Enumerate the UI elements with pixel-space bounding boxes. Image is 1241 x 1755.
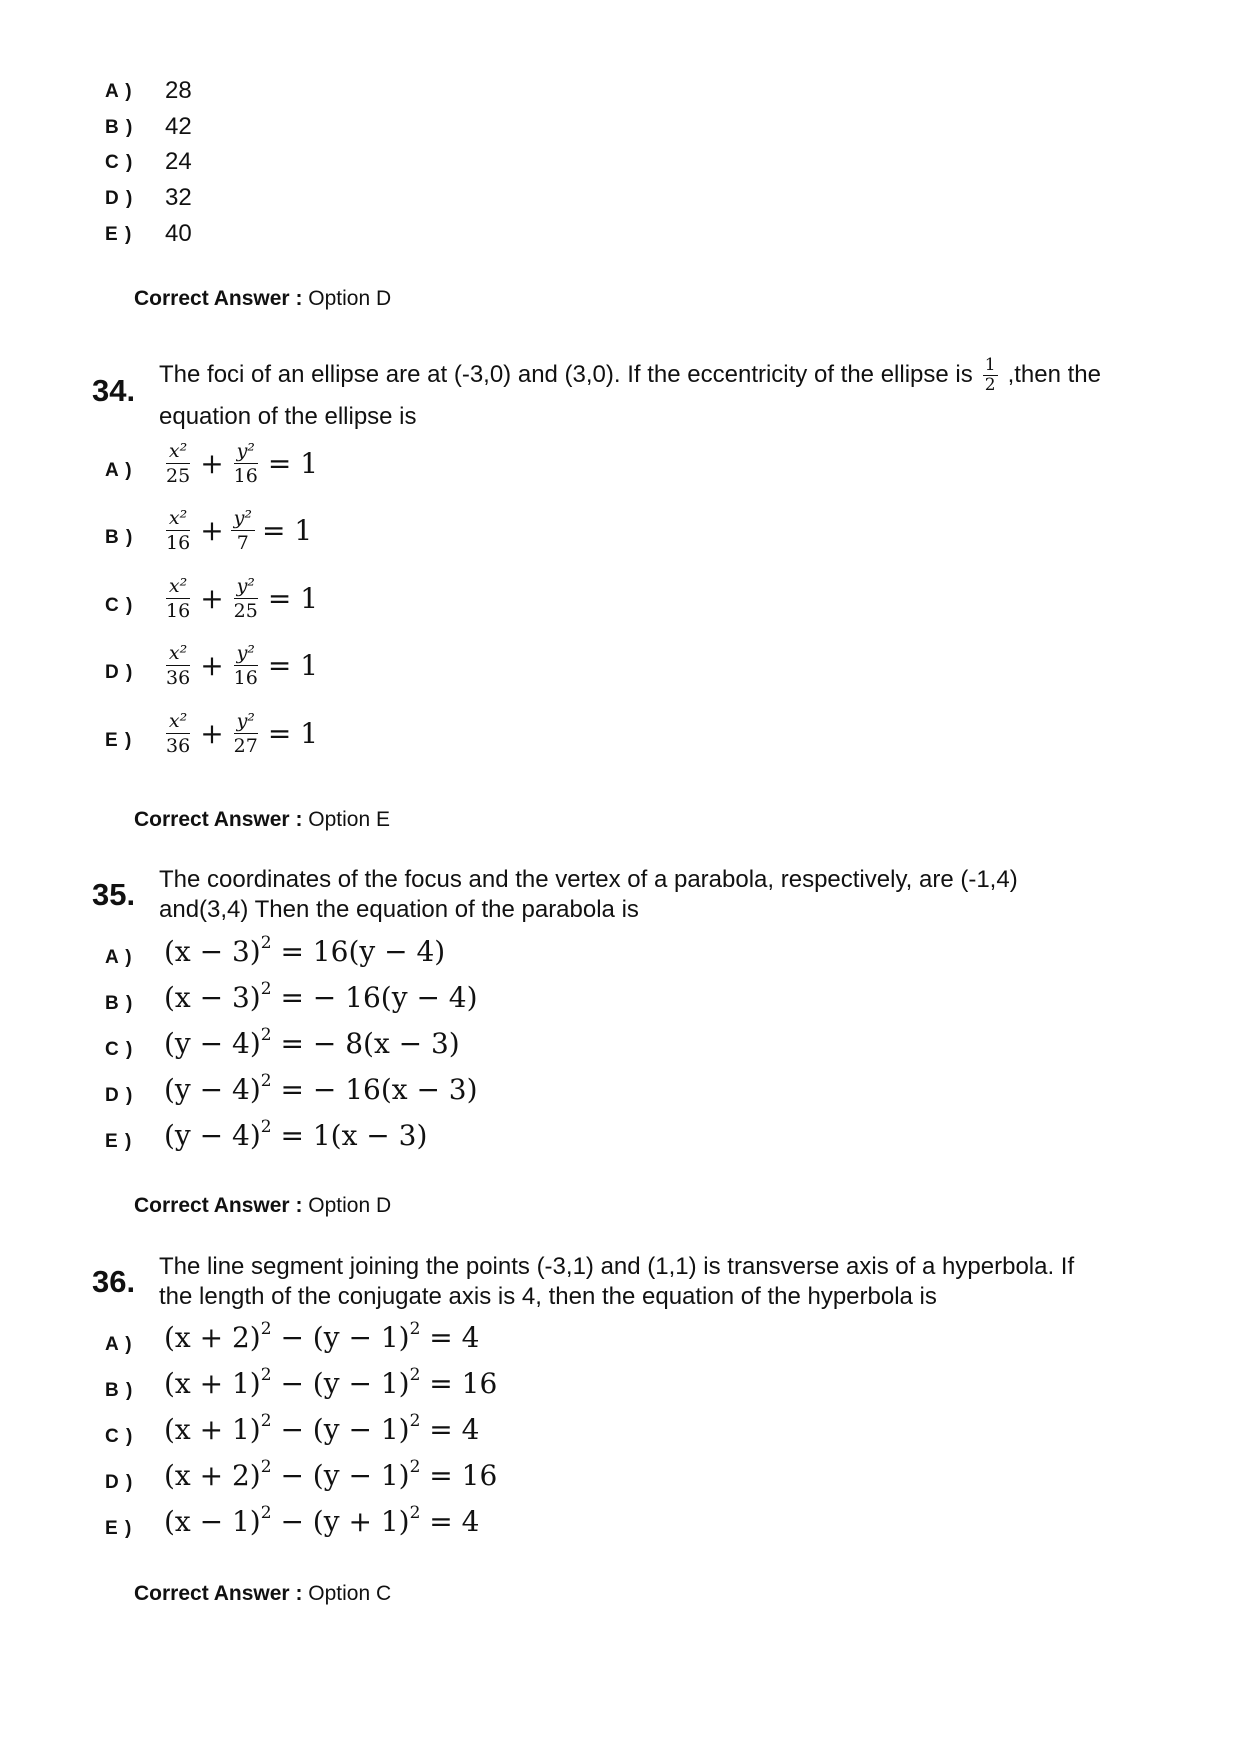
exponent: 2 bbox=[409, 1318, 421, 1339]
equation-lhs: (y − 4) bbox=[164, 1027, 261, 1060]
question-text-part: ,then the bbox=[1007, 360, 1101, 388]
equation-rhs: = − 16(y − 4) bbox=[271, 981, 478, 1014]
ellipse-equation bbox=[160, 575, 322, 622]
fraction-denominator: 2 bbox=[984, 375, 996, 395]
equation-lhs: (x − 3) bbox=[164, 981, 261, 1014]
equation-lhs: (y − 4) bbox=[164, 1119, 261, 1152]
equals-one: = 1 bbox=[267, 717, 319, 750]
option-label: E ) bbox=[105, 1131, 133, 1152]
exponent: 2 bbox=[260, 1456, 272, 1477]
equation-rhs: = 4 bbox=[420, 1505, 480, 1538]
term-2: − (y − 1) bbox=[271, 1367, 410, 1400]
equation-lhs: (x − 3) bbox=[164, 935, 261, 968]
exponent: 2 bbox=[409, 1502, 421, 1523]
plus-sign: + bbox=[200, 717, 224, 750]
equation-rhs: = 1(x − 3) bbox=[271, 1119, 428, 1152]
equation-lhs: (y − 4) bbox=[164, 1073, 261, 1106]
exponent: 2 bbox=[260, 1024, 272, 1045]
option-value: 40 bbox=[165, 220, 192, 247]
option-label: C ) bbox=[105, 595, 134, 616]
option-value: 42 bbox=[165, 113, 192, 140]
correct-answer-label: Correct Answer : bbox=[134, 287, 303, 310]
correct-answer bbox=[134, 1194, 391, 1218]
option-label: E ) bbox=[105, 730, 133, 751]
option-label: C ) bbox=[105, 1426, 134, 1447]
question-text-line1: The line segment joining the points (-3,1) and (1,1) is transverse axis of a hyperbola. If bbox=[159, 1253, 1075, 1280]
parabola-equation bbox=[164, 1116, 428, 1152]
x-squared: x² bbox=[166, 440, 190, 464]
exponent: 2 bbox=[260, 1364, 272, 1385]
equals-one: = 1 bbox=[262, 514, 313, 547]
exponent: 2 bbox=[260, 932, 272, 953]
exponent: 2 bbox=[409, 1364, 421, 1385]
question-text-line2: and(3,4) Then the equation of the parabola is bbox=[159, 896, 639, 923]
y-denominator: 27 bbox=[233, 735, 258, 757]
x-squared: x² bbox=[166, 642, 190, 666]
ellipse-equation bbox=[160, 710, 322, 757]
x-squared: x² bbox=[166, 507, 190, 531]
exponent: 2 bbox=[260, 1318, 272, 1339]
x-denominator: 36 bbox=[166, 735, 191, 757]
ellipse-equation bbox=[160, 440, 322, 487]
hyperbola-equation bbox=[164, 1502, 480, 1538]
term-1: (x + 2) bbox=[164, 1321, 261, 1354]
plus-sign: + bbox=[200, 447, 224, 480]
exponent: 2 bbox=[260, 1410, 272, 1431]
correct-answer bbox=[134, 287, 391, 311]
correct-answer-value: Option C bbox=[308, 1582, 392, 1605]
parabola-equation bbox=[164, 978, 478, 1014]
option-label: A ) bbox=[105, 81, 133, 102]
correct-answer-value: Option D bbox=[308, 1194, 392, 1217]
term-2: − (y − 1) bbox=[271, 1413, 410, 1446]
y-denominator: 7 bbox=[236, 532, 249, 554]
fraction-one-half bbox=[983, 356, 998, 395]
x-squared: x² bbox=[166, 575, 190, 599]
exponent: 2 bbox=[260, 1502, 272, 1523]
plus-sign: + bbox=[200, 649, 224, 682]
correct-answer-value: Option E bbox=[308, 808, 390, 831]
hyperbola-equation bbox=[164, 1364, 498, 1400]
equals-one: = 1 bbox=[267, 649, 319, 682]
exponent: 2 bbox=[260, 1116, 272, 1137]
correct-answer bbox=[134, 1582, 391, 1606]
question-text-line2: equation of the ellipse is bbox=[159, 403, 417, 430]
x-denominator: 16 bbox=[166, 532, 191, 554]
equals-one: = 1 bbox=[267, 447, 319, 480]
y-denominator: 25 bbox=[233, 600, 258, 622]
parabola-equation bbox=[164, 1070, 478, 1106]
term-2: − (y + 1) bbox=[271, 1505, 410, 1538]
term-1: (x + 1) bbox=[164, 1367, 261, 1400]
equals-one: = 1 bbox=[267, 582, 319, 615]
equation-rhs: = 16(y − 4) bbox=[271, 935, 446, 968]
question-text-line2: the length of the conjugate axis is 4, then the equation of the hyperbola is bbox=[159, 1283, 937, 1310]
equation-rhs: = 4 bbox=[420, 1413, 480, 1446]
fraction-numerator: 1 bbox=[984, 355, 996, 375]
equation-rhs: = − 16(x − 3) bbox=[271, 1073, 478, 1106]
y-squared: y² bbox=[234, 710, 258, 734]
option-label: C ) bbox=[105, 1039, 134, 1060]
x-denominator: 16 bbox=[166, 600, 191, 622]
question-text-part: The foci of an ellipse are at (-3,0) and (3,0). If the eccentricity of the ellipse is bbox=[159, 360, 973, 388]
equation-rhs: = 16 bbox=[420, 1459, 498, 1492]
question-text bbox=[159, 356, 1101, 395]
option-label: D ) bbox=[105, 188, 134, 209]
question-number: 35. bbox=[92, 877, 136, 912]
correct-answer-label: Correct Answer : bbox=[134, 1582, 303, 1605]
x-squared: x² bbox=[166, 710, 190, 734]
y-squared: y² bbox=[231, 507, 255, 531]
option-label: A ) bbox=[105, 460, 133, 481]
option-label: A ) bbox=[105, 947, 133, 968]
correct-answer-label: Correct Answer : bbox=[134, 1194, 303, 1217]
option-label: A ) bbox=[105, 1334, 133, 1355]
exponent: 2 bbox=[260, 1070, 272, 1091]
term-1: (x + 2) bbox=[164, 1459, 261, 1492]
x-denominator: 25 bbox=[166, 465, 191, 487]
term-1: (x − 1) bbox=[164, 1505, 261, 1538]
term-2: − (y − 1) bbox=[271, 1321, 410, 1354]
option-value: 32 bbox=[165, 184, 192, 211]
hyperbola-equation bbox=[164, 1456, 498, 1492]
option-label: B ) bbox=[105, 527, 134, 548]
exponent: 2 bbox=[260, 978, 272, 999]
ellipse-equation bbox=[160, 507, 316, 554]
option-label: B ) bbox=[105, 1380, 134, 1401]
question-number: 36. bbox=[92, 1264, 136, 1299]
question-text-line1: The coordinates of the focus and the vertex of a parabola, respectively, are (-1,4) bbox=[159, 866, 1018, 893]
correct-answer-value: Option D bbox=[308, 287, 392, 310]
exponent: 2 bbox=[409, 1410, 421, 1431]
exponent: 2 bbox=[409, 1456, 421, 1477]
equation-rhs: = 16 bbox=[420, 1367, 498, 1400]
option-value: 28 bbox=[165, 77, 192, 104]
term-1: (x + 1) bbox=[164, 1413, 261, 1446]
y-denominator: 16 bbox=[233, 667, 258, 689]
equation-rhs: = 4 bbox=[420, 1321, 480, 1354]
y-denominator: 16 bbox=[233, 465, 258, 487]
option-label: C ) bbox=[105, 152, 134, 173]
plus-sign: + bbox=[200, 514, 224, 547]
x-denominator: 36 bbox=[166, 667, 191, 689]
hyperbola-equation bbox=[164, 1318, 480, 1354]
parabola-equation bbox=[164, 932, 446, 968]
option-label: D ) bbox=[105, 1472, 134, 1493]
parabola-equation bbox=[164, 1024, 460, 1060]
y-squared: y² bbox=[234, 642, 258, 666]
option-label: D ) bbox=[105, 1085, 134, 1106]
question-number: 34. bbox=[92, 373, 136, 408]
term-2: − (y − 1) bbox=[271, 1459, 410, 1492]
y-squared: y² bbox=[234, 575, 258, 599]
correct-answer-label: Correct Answer : bbox=[134, 808, 303, 831]
correct-answer bbox=[134, 808, 390, 832]
plus-sign: + bbox=[200, 582, 224, 615]
option-label: B ) bbox=[105, 993, 134, 1014]
option-value: 24 bbox=[165, 148, 192, 175]
option-label: E ) bbox=[105, 224, 133, 245]
option-label: D ) bbox=[105, 662, 134, 683]
option-label: B ) bbox=[105, 117, 134, 138]
equation-rhs: = − 8(x − 3) bbox=[271, 1027, 460, 1060]
ellipse-equation bbox=[160, 642, 322, 689]
y-squared: y² bbox=[234, 440, 258, 464]
option-label: E ) bbox=[105, 1518, 133, 1539]
hyperbola-equation bbox=[164, 1410, 480, 1446]
